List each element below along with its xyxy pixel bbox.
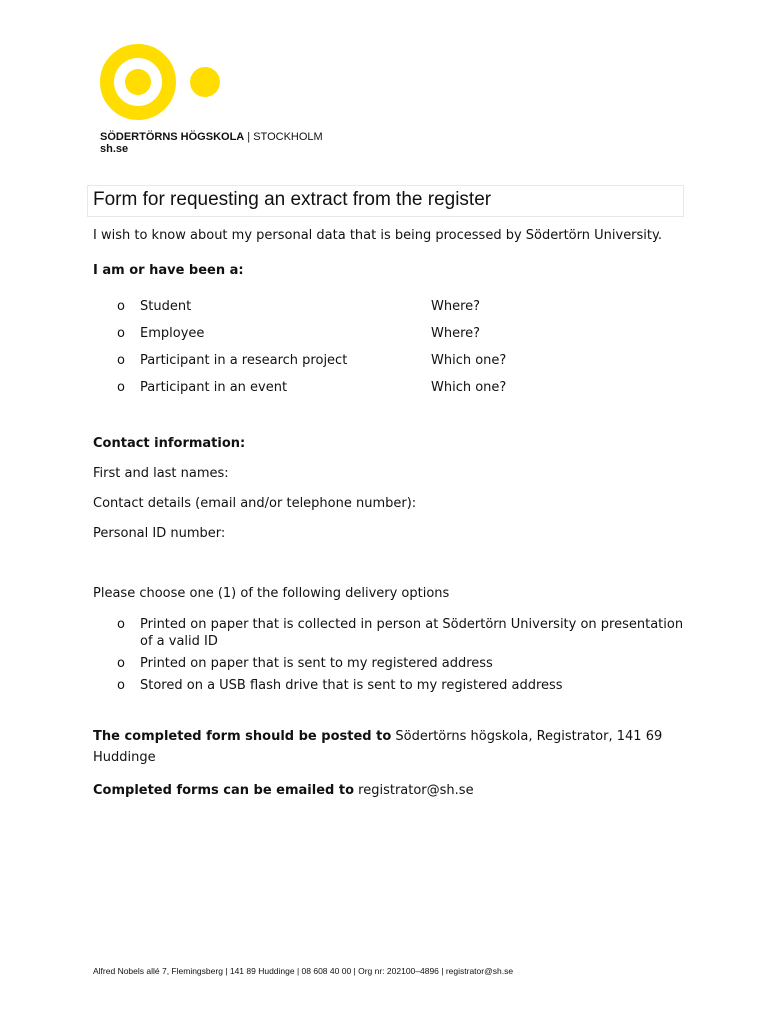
role-ask-event: Which one? bbox=[431, 380, 507, 395]
post-instruction-label: The completed form should be posted to bbox=[93, 729, 392, 744]
delivery-option-collect: Printed on paper that is collected in person at Södertörn University on presentation bbox=[140, 617, 684, 632]
delivery-option-collect-cont: of a valid ID bbox=[140, 634, 218, 649]
logo-inner-dot bbox=[125, 69, 151, 95]
delivery-option-post: Printed on paper that is sent to my registered address bbox=[140, 656, 493, 671]
university-logo bbox=[98, 44, 228, 124]
email-address-link[interactable]: registrator@sh.se bbox=[358, 783, 474, 798]
delivery-option-usb: Stored on a USB flash drive that is sent to my registered address bbox=[140, 678, 563, 693]
contact-heading: Contact information: bbox=[93, 436, 246, 451]
delivery-checkbox-collect[interactable]: o bbox=[117, 617, 125, 632]
contact-field-details: Contact details (email and/or telephone number): bbox=[93, 496, 417, 511]
brand-name: SÖDERTÖRNS HÖGSKOLA bbox=[100, 131, 245, 143]
role-label-employee: Employee bbox=[140, 326, 205, 341]
post-instruction bbox=[93, 729, 662, 745]
role-ask-student: Where? bbox=[431, 299, 481, 314]
role-label-research: Participant in a research project bbox=[140, 353, 348, 368]
brand-separator: | bbox=[247, 131, 251, 143]
role-heading: I am or have been a: bbox=[93, 263, 244, 278]
intro-text: I wish to know about my personal data that is being processed by Södertörn University. bbox=[93, 228, 662, 243]
email-instruction-label: Completed forms can be emailed to bbox=[93, 783, 355, 798]
brand-wordmark bbox=[100, 131, 323, 144]
contact-field-name: First and last names: bbox=[93, 466, 229, 481]
role-checkbox-event[interactable]: o bbox=[117, 380, 125, 395]
logo-side-dot bbox=[190, 67, 220, 97]
role-label-event: Participant in an event bbox=[140, 380, 288, 395]
role-checkbox-student[interactable]: o bbox=[117, 299, 125, 314]
page-footer: Alfred Nobels allé 7, Flemingsberg | 141 89 Huddinge | 08 608 40 00 | Org nr: 202100–4896 | registrator@sh.se bbox=[93, 966, 514, 976]
role-checkbox-research[interactable]: o bbox=[117, 353, 125, 368]
post-address: Södertörns högskola, Registrator, 141 69 bbox=[395, 729, 663, 744]
email-instruction bbox=[93, 783, 474, 799]
brand-url: sh.se bbox=[100, 143, 129, 155]
page-title: Form for requesting an extract from the register bbox=[93, 189, 492, 210]
contact-field-personal-id: Personal ID number: bbox=[93, 526, 226, 541]
role-label-student: Student bbox=[140, 299, 192, 314]
brand-city: STOCKHOLM bbox=[253, 131, 323, 143]
delivery-checkbox-post[interactable]: o bbox=[117, 656, 125, 671]
role-ask-research: Which one? bbox=[431, 353, 507, 368]
post-address-city: Huddinge bbox=[93, 750, 156, 765]
role-checkbox-employee[interactable]: o bbox=[117, 326, 125, 341]
role-ask-employee: Where? bbox=[431, 326, 481, 341]
delivery-checkbox-usb[interactable]: o bbox=[117, 678, 125, 693]
delivery-heading: Please choose one (1) of the following delivery options bbox=[93, 586, 450, 601]
